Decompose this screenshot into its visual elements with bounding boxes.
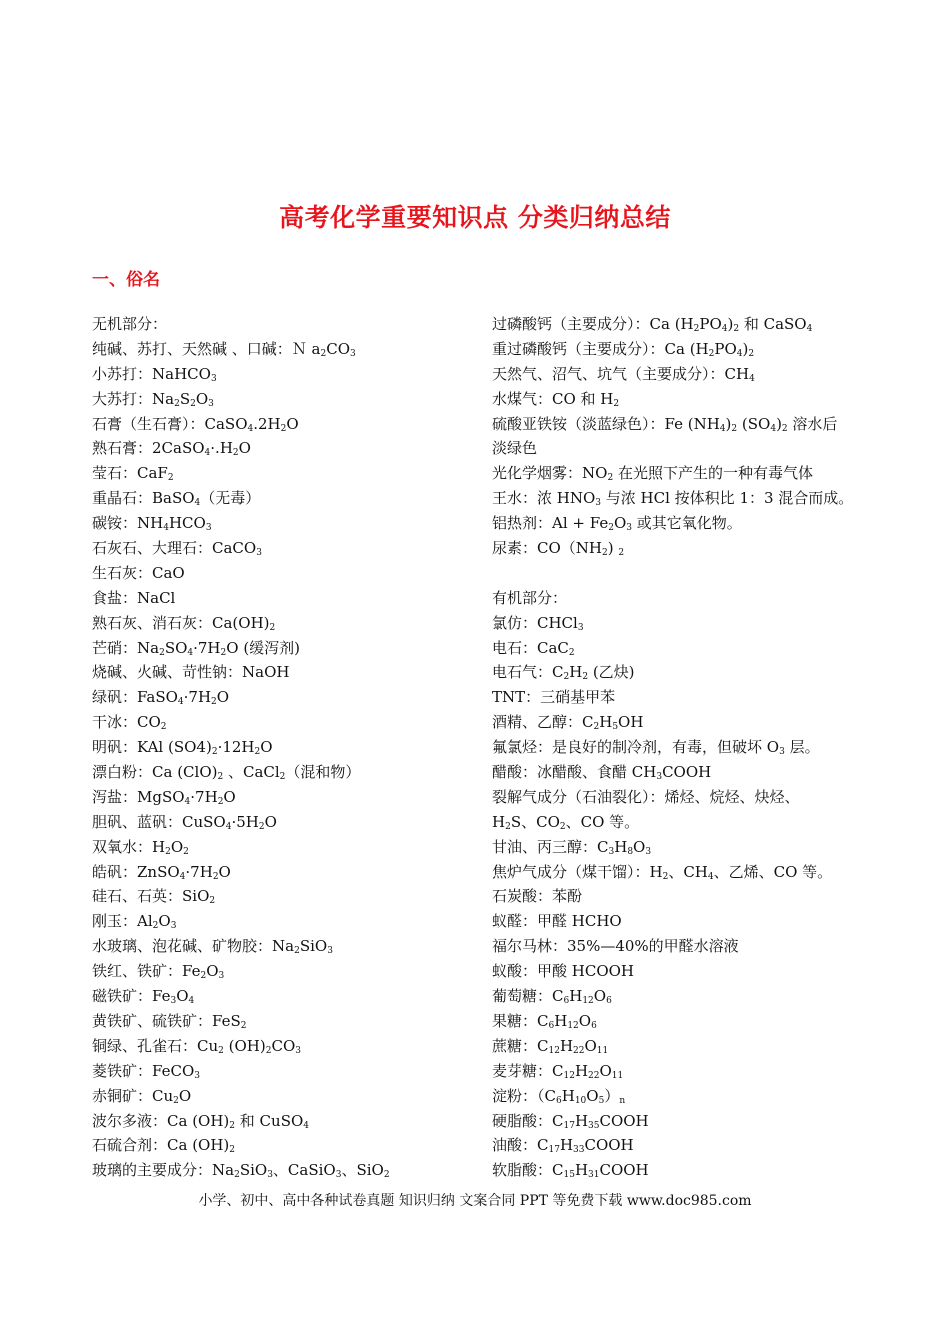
right-line: 葡萄糖：$C_6H_{12}O_6$ [492, 987, 612, 1007]
left-line: 大苏打：$Na_2S_2O_3$ [92, 389, 214, 409]
right-column [492, 312, 872, 1183]
right-line: 麦芽糖：$C_{12}H_{22}O_{11}$ [492, 1061, 624, 1081]
right-line: 过磷酸钙（主要成分）：Ca $(H_2PO_4)_2$ 和 CaSO$_4$ [492, 315, 813, 334]
left-line: 绿矾：$FaSO_4\cdot 7H_2O$ [92, 688, 230, 708]
right-line: 蔗糖：$C_{12}H_{22}O_{11}$ [492, 1036, 609, 1056]
left-line: 石膏（生石膏）：$CaSO_4.2H_2O$ [92, 414, 299, 434]
footer-text: 小学、初中、高中各种试卷真题 知识归纳 文案合同 PPT 等免费下载 www.doc985.com [198, 1193, 752, 1209]
right-line: 福尔马林：35%—40%的甲醛水溶液 [492, 937, 739, 956]
left-line: 熟石膏：$2CaSO_4\cdot.H_2O$ [92, 439, 251, 459]
right-line: 电石：CaC$_2$ [492, 638, 575, 658]
left-line: 熟石灰、消石灰：$Ca(OH)_2$ [92, 613, 276, 633]
left-line: 无机部分： [92, 315, 168, 333]
left-line: 碳铵：$NH_4HCO_3$ [92, 514, 212, 534]
left-line: 水玻璃、泡花碱、矿物胶：$Na_2SiO_3$ [92, 937, 333, 957]
left-line: 赤铜矿：$Cu_2O$ [92, 1086, 192, 1106]
left-line: 芒硝：$Na_2SO_4\cdot 7H_2O$ (缓泻剂) [92, 638, 301, 658]
left-line: 玻璃的主要成分：$Na_2SiO_3$、CaSiO$_3$、SiO$_2$ [92, 1161, 390, 1181]
right-line: 软脂酸：$C_{15}H_{31}COOH$ [492, 1161, 649, 1181]
left-line: 漂白粉：Ca $(ClO)_2$ 、CaCl$_2$（混和物） [92, 763, 361, 783]
page-title: 高考化学重要知识点 分类归纳总结 [279, 203, 671, 232]
right-line: TNT：三硝基甲苯 [492, 688, 616, 707]
right-line: 裂解气成分（石油裂化）：烯烃、烷烃、炔烃、 [492, 787, 800, 806]
left-line: 纯碱、苏打、天然碱 、口碱：Ｎ $a_2CO_3$ [92, 339, 356, 359]
right-line: 天然气、沼气、坑气（主要成分）：$CH_4$ [492, 364, 755, 384]
right-line: 重过磷酸钙（主要成分）：Ca $(H_2PO_4)_2$ [492, 339, 755, 359]
right-line: 果糖：$C_6H_{12}O_6$ [492, 1011, 597, 1031]
right-line: 淡绿色 [492, 439, 538, 458]
right-line: 石炭酸：苯酚 [492, 887, 583, 906]
left-line: 石灰石、大理石：CaCO$_3$ [92, 539, 262, 559]
left-line: 铁红、铁矿：$Fe_2O_3$ [92, 962, 225, 982]
right-line: 氟氯烃：是良好的制冷剂，有毒，但破坏 $O_3$ 层。 [492, 738, 820, 758]
left-line: 皓矾：$ZnSO_4\cdot 7H_2O$ [92, 862, 231, 882]
right-line: 硬脂酸：$C_{17}H_{35}COOH$ [492, 1111, 649, 1131]
right-line: 硫酸亚铁铵（淡蓝绿色）：Fe $(NH_4)_2$ $(SO_4)_2$ 溶水后 [492, 414, 838, 434]
left-line: 食盐：NaCl [92, 588, 176, 607]
right-line: 有机部分： [492, 588, 568, 607]
right-line: 淀粉：$(C_6H_{10}O_5)_n$ [492, 1086, 626, 1106]
left-line: 干冰：$CO_2$ [92, 713, 167, 733]
right-line [492, 561, 872, 586]
right-line: 油酸：$C_{17}H_{33}COOH$ [492, 1136, 634, 1156]
right-line: 水煤气：CO 和 $H_2$ [492, 389, 620, 409]
left-line: 波尔多液：Ca $(OH)_2$ 和 CuSO$_4$ [92, 1111, 309, 1131]
left-line: 黄铁矿、硫铁矿：FeS$_2$ [92, 1011, 247, 1031]
left-line: 莹石：CaF$_2$ [92, 464, 174, 484]
left-line: 重晶石：BaSO$_4$（无毒） [92, 489, 261, 509]
right-line: 蚁酸：甲酸 HCOOH [492, 962, 635, 981]
right-line: 氯仿：CHCl$_3$ [492, 613, 584, 633]
right-line: 王水：浓 $HNO_3$ 与浓 HCl 按体积比 1：3 混合而成。 [492, 489, 854, 509]
right-line: 光化学烟雾：$NO_2$ 在光照下产生的一种有毒气体 [492, 464, 813, 484]
left-line: 石硫合剂：Ca $(OH)_2$ [92, 1136, 236, 1156]
right-line: 甘油、丙三醇：$C_3H_8O_3$ [492, 837, 652, 857]
left-column [92, 312, 482, 1183]
right-line: 焦炉气成分（煤干馏）：$H_2$、$CH_4$、乙烯、CO 等。 [492, 862, 833, 882]
right-line: 醋酸：冰醋酸、食醋 $CH_3COOH$ [492, 763, 712, 783]
right-line: 电石气：$C_2H_2$ (乙炔) [492, 663, 635, 683]
right-line: 尿素：$CO(NH_2)$ $_2$ [492, 539, 625, 559]
left-line: 磁铁矿：$Fe_3O_4$ [92, 987, 195, 1007]
right-line: $H_2S$、$CO_2$、CO 等。 [492, 812, 640, 832]
left-line: 烧碱、火碱、苛性钠：NaOH [92, 663, 290, 682]
left-line: 明矾：KAl $(SO4)_2\cdot 12H_2O$ [92, 738, 273, 758]
left-line: 铜绿、孔雀石：$Cu_2$ $(OH)_2CO_3$ [92, 1036, 301, 1056]
right-line: 酒精、乙醇：$C_2H_5OH$ [492, 713, 644, 733]
left-line: 生石灰：CaO [92, 563, 185, 582]
left-line: 硅石、石英：SiO$_2$ [92, 887, 216, 907]
section-heading: 一、俗名 [92, 270, 160, 290]
right-line: 铝热剂：$Al + Fe_2O_3$ 或其它氧化物。 [492, 514, 742, 534]
right-line: 蚁醛：甲醛 HCHO [492, 912, 622, 931]
left-line: 胆矾、蓝矾：$CuSO_4\cdot 5H_2O$ [92, 812, 277, 832]
left-line: 刚玉：$Al_2O_3$ [92, 912, 177, 932]
left-line: 泻盐：$MgSO_4\cdot 7H_2O$ [92, 787, 236, 807]
left-line: 双氧水：$H_2O_2$ [92, 837, 189, 857]
left-line: 菱铁矿：FeCO$_3$ [92, 1061, 200, 1081]
left-line: 小苏打：NaHCO$_3$ [92, 364, 217, 384]
